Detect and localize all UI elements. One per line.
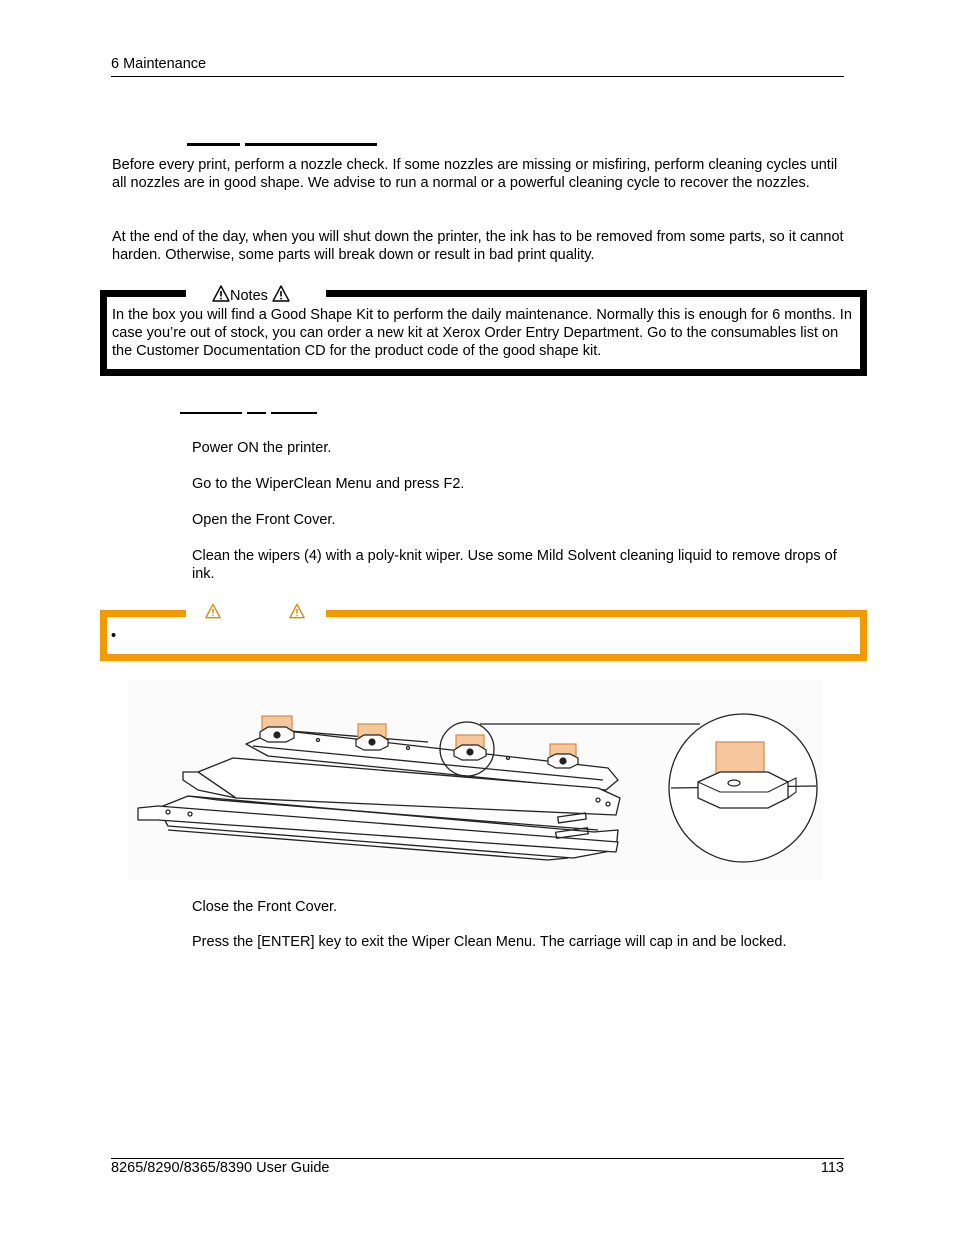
warning-triangle-icon xyxy=(205,603,221,619)
step-clean-wipers: Clean the wipers (4) with a poly-knit wiper. Use some Mild Solvent cleaning liquid to remove drops of ink. xyxy=(192,548,837,582)
step-power-on: Power ON the printer. xyxy=(192,440,332,456)
wiper-assembly-figure xyxy=(128,680,822,880)
procedure-title-redacted-3 xyxy=(271,412,317,414)
procedure-title-redacted-1 xyxy=(180,412,242,414)
footer-rule xyxy=(111,1158,844,1159)
intro-paragraph-2: At the end of the day, when you will shut down the printer, the ink has to be removed from some parts, so it cannot harden. Otherwise, some parts will break down or result in bad print quality. xyxy=(112,229,844,263)
footer-guide-title: 8265/8290/8365/8390 User Guide xyxy=(111,1160,330,1176)
step-wiperclean-menu: Go to the WiperClean Menu and press F2. xyxy=(192,476,465,492)
warning-triangle-icon xyxy=(289,603,305,619)
section-title-redacted-1 xyxy=(187,143,240,146)
running-header: 6 Maintenance xyxy=(111,56,207,72)
notes-label-text: Notes xyxy=(230,288,268,304)
step-press-enter: Press the [ENTER] key to exit the Wiper Clean Menu. The carriage will cap in and be locked. xyxy=(192,934,787,950)
wiper-assembly-drawing xyxy=(128,680,822,880)
warning-triangle-icon xyxy=(212,285,230,302)
header-rule xyxy=(111,76,844,77)
procedure-title-redacted-2 xyxy=(247,412,266,414)
step-close-cover: Close the Front Cover. xyxy=(192,899,338,915)
notes-label xyxy=(212,285,290,305)
step-open-cover: Open the Front Cover. xyxy=(192,512,336,528)
notes-text: In the box you will find a Good Shape Kit to perform the daily maintenance. Normally this is enough for 6 months. In case you’re out of stock, you can order a new kit at Xerox Order Entry Department. Go to the consumables list on the Customer Documentation CD for the product code of the good shape kit. xyxy=(112,307,852,359)
page-number: 113 xyxy=(820,1160,844,1176)
warning-triangle-icon xyxy=(272,285,290,302)
caution-bullet: • xyxy=(111,628,117,644)
section-title-redacted-2 xyxy=(245,143,377,146)
intro-paragraph-1: Before every print, perform a nozzle check. If some nozzles are missing or misfiring, perform cleaning cycles until all nozzles are in good shape. We advise to run a normal or a powerful cleaning cycle to recover the nozzles. xyxy=(112,157,838,191)
